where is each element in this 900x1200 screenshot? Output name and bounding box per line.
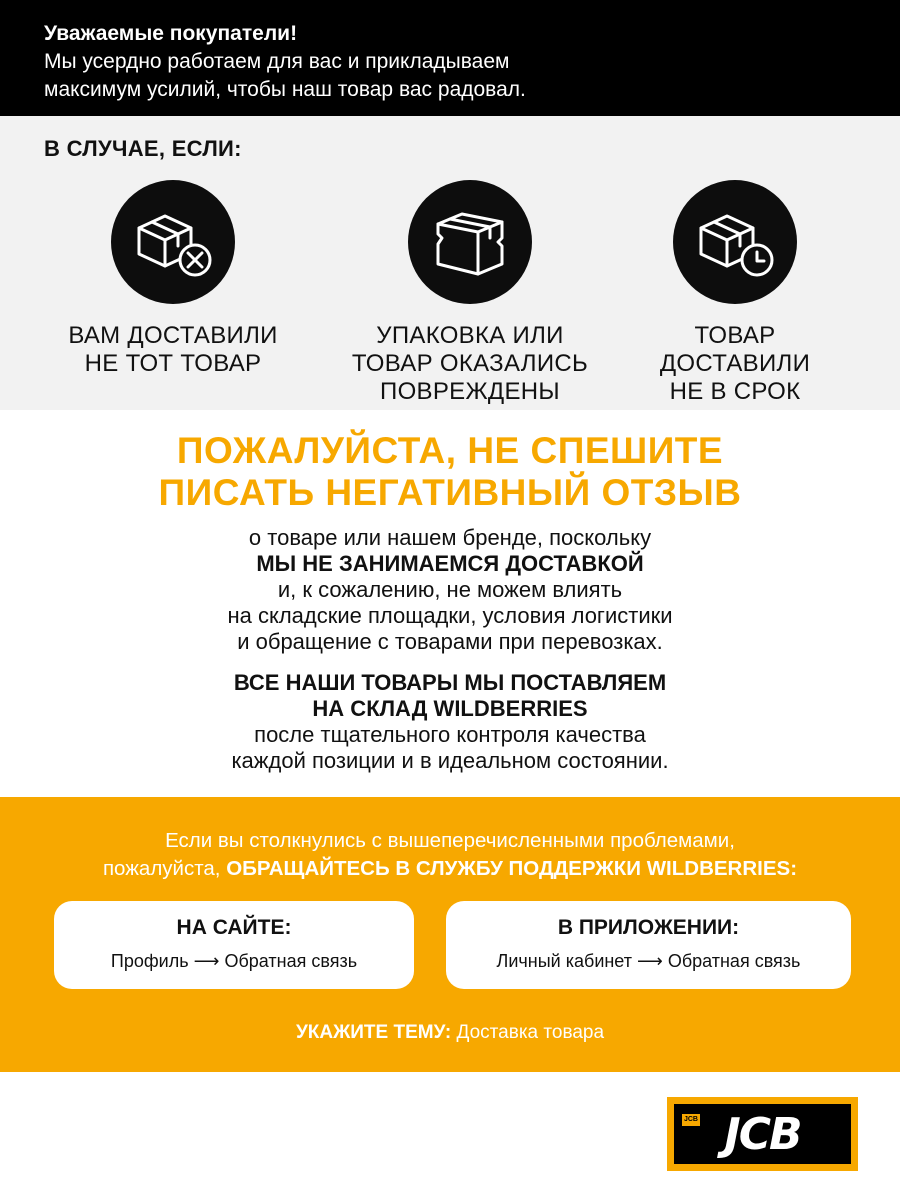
jcb-logo-text: JCB <box>724 1108 801 1160</box>
app-support-card <box>446 901 851 989</box>
case-wrong-item-label: ВАМ ДОСТАВИЛИ НЕ ТОТ ТОВАР <box>68 322 278 377</box>
case-late-label: ТОВАР ДОСТАВИЛИ НЕ В СРОК <box>659 322 811 405</box>
app-card-path: Личный кабинет ⟶ Обратная связь <box>496 951 801 971</box>
body-paragraph-1: о товаре или нашем бренде, поскольку МЫ НЕ ЗАНИМАЕМСЯ ДОСТАВКОЙ и, к сожалению, не можем влиять на складские площадки, условия логистики и обращение с товарами при перевозках. <box>227 525 673 654</box>
header-line-2: максимум усилий, чтобы наш товар вас радовал. <box>44 78 526 101</box>
header-banner <box>0 0 900 116</box>
arrow-right-icon: ⟶ <box>636 951 663 971</box>
headline: ПОЖАЛУЙСТА, НЕ СПЕШИТЕ ПИСАТЬ НЕГАТИВНЫЙ ОТЗЫВ <box>158 430 742 513</box>
site-card-path: Профиль ⟶ Обратная связь <box>110 951 358 971</box>
support-intro: Если вы столкнулись с вышеперечисленными проблемами, пожалуйста, ОБРАЩАЙТЕСЬ В СЛУЖБУ ПОДДЕРЖКИ WILDBERRIES: <box>102 829 798 880</box>
cases-section <box>0 116 900 410</box>
topic-line: УКАЖИТЕ ТЕМУ: Доставка товара <box>295 1022 605 1043</box>
app-card-title: В ПРИЛОЖЕНИИ: <box>557 916 740 939</box>
case-damaged <box>320 180 620 406</box>
greeting: Уважаемые покупатели! <box>44 22 298 45</box>
case-damaged-label: УПАКОВКА ИЛИ ТОВАР ОКАЗАЛИСЬ ПОВРЕЖДЕНЫ <box>351 322 589 405</box>
arrow-right-icon: ⟶ <box>193 951 220 971</box>
jcb-mini-logo: JCB <box>682 1114 700 1126</box>
case-late <box>585 180 885 406</box>
box-cross-icon <box>111 180 235 304</box>
cases-heading: В СЛУЧАЕ, ЕСЛИ: <box>44 136 242 161</box>
jcb-logo <box>667 1097 858 1171</box>
site-card-title: НА САЙТЕ: <box>176 916 292 939</box>
box-clock-icon <box>673 180 797 304</box>
body-paragraph-2: ВСЕ НАШИ ТОВАРЫ МЫ ПОСТАВЛЯЕМ НА СКЛАД WILDBERRIES после тщательного контроля качества каждой позиции и в идеальном состоянии. <box>231 670 669 773</box>
site-support-card <box>54 901 414 989</box>
damaged-box-icon <box>408 180 532 304</box>
case-wrong-item <box>23 180 323 378</box>
support-section <box>0 797 900 1072</box>
header-line-1: Мы усердно работаем для вас и прикладываем <box>44 50 510 73</box>
